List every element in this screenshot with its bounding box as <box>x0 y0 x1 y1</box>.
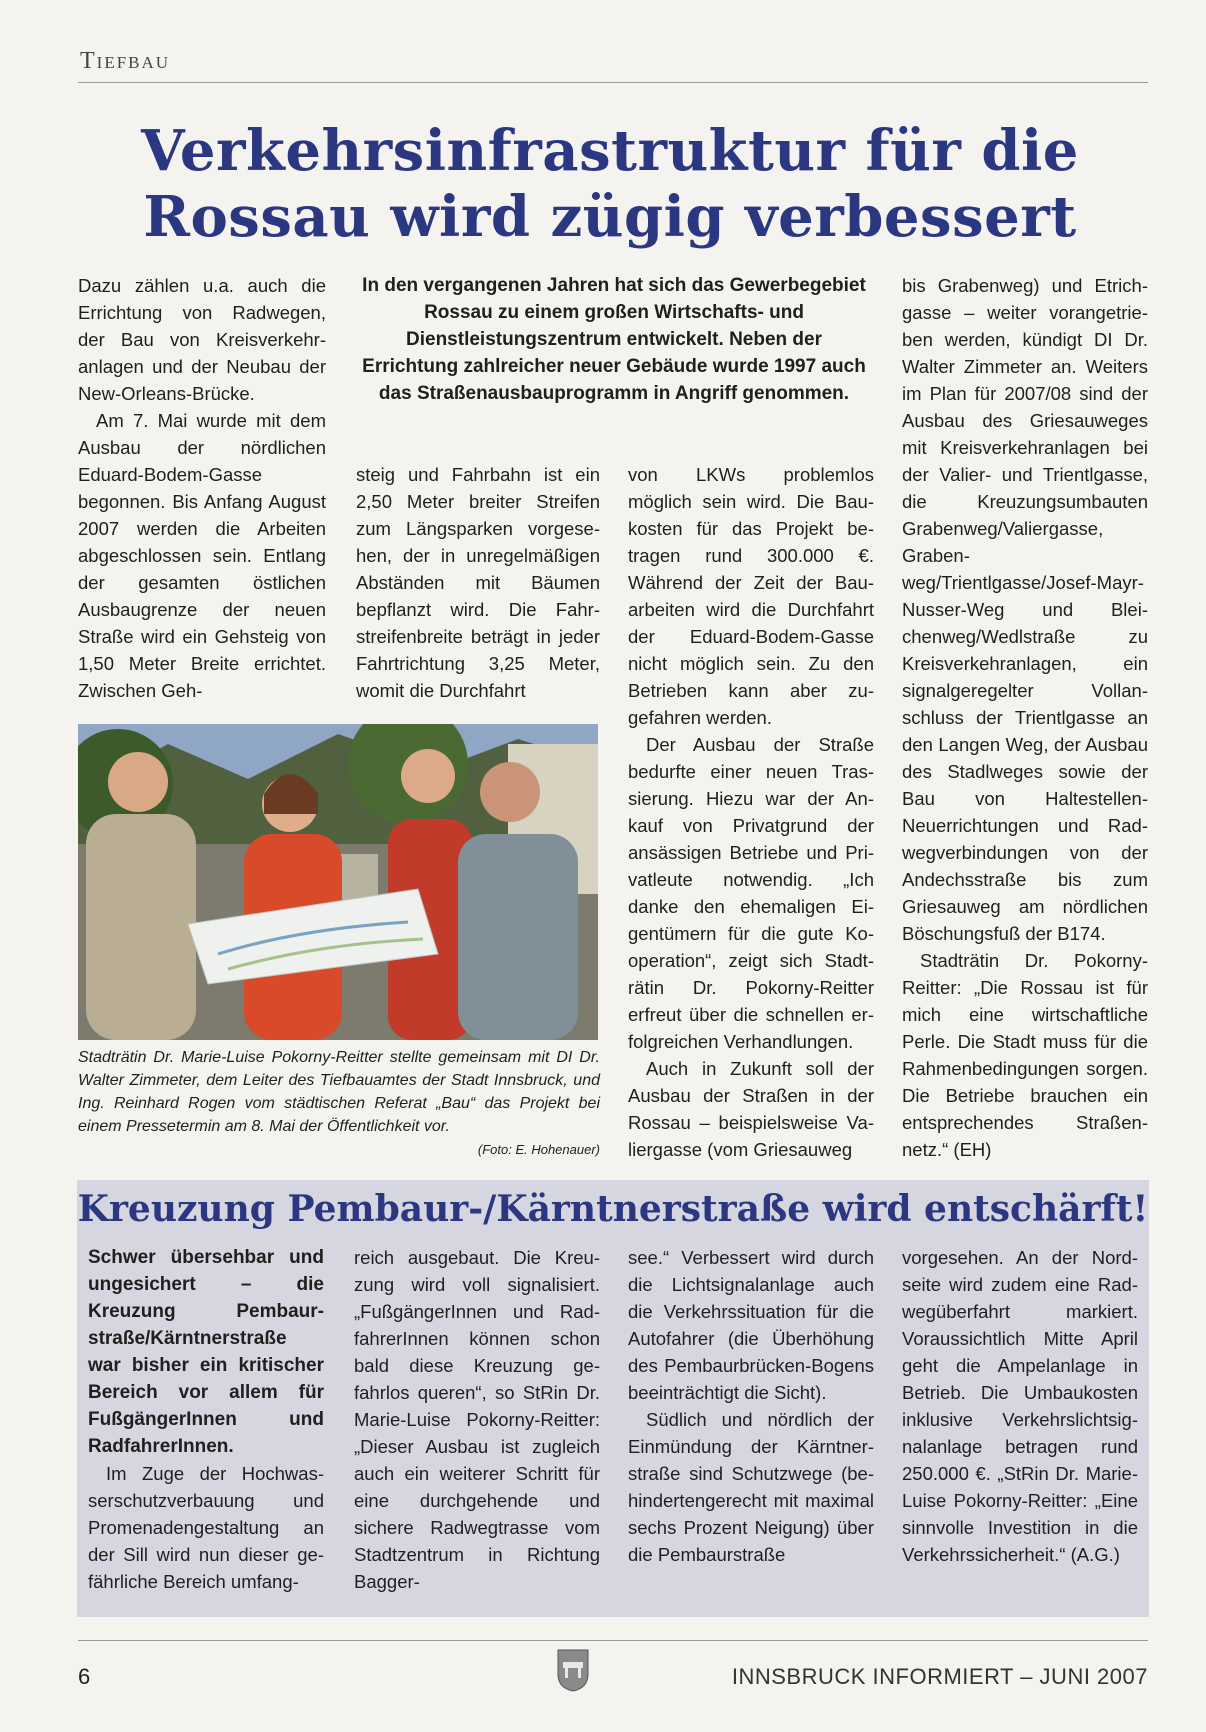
headline-line-2: Rossau wird zügig verbessert <box>143 184 1077 250</box>
article-paragraph: bis Grabenweg) und Etrichgasse – weiter vorangetrieben werden, kündigt DI Dr. Walter Zimmeter an. Weiters im Plan für 2007/08 sind der Ausbau des Griesauweges mit Kreisverkehranlagen bei der Valier- und Trientlgasse, die Kreuzungsumbauten Grabenweg/Valiergasse, Grabenweg/Trientlgasse/Josef-Mayr-Nusser-Weg und Bleichenweg/Wedlstraße zu Kreisverkehranlagen, ein signalgeregelter Vollanschluss der Trientlgasse an den Langen Weg, der Ausbau des Stadlweges sowie der Bau von Haltestellen-Neuerrichtungen und Radwegverbindungen von der Andechsstraße bis zum Griesauweg am nördlichen Böschungsfuß der B174. <box>902 275 1148 944</box>
box-column-3 <box>628 1244 874 1568</box>
article-paragraph: Der Ausbau der Straße bedurfte einer neuen Trassierung. Hiezu war der Ankauf von Privatgrund der ansässigen Betriebe und Privatleute notwendig. „Ich danke den ehemaligen Eigentümern für die gute Kooperation“, zeigt sich Stadträtin Dr. Pokorny-Reitter erfreut über die schnellen erfolgreichen Verhandlungen. <box>628 734 874 1052</box>
city-crest-icon <box>556 1648 590 1692</box>
article-paragraph: Dazu zählen u.a. auch die Errichtung von Radwegen, der Bau von Kreisverkehranlagen und der Neubau der New-Orleans-Brücke. <box>78 275 326 404</box>
article-paragraph: Stadträtin Dr. Pokorny-Reitter: „Die Rossau ist für mich eine wirtschaftliche Perle. Die Stadt muss für die Rahmenbedingungen sorgen. Die Betriebe brauchen ein entsprechendes Straßennetz.“ (EH) <box>902 950 1148 1160</box>
page-number: 6 <box>78 1664 91 1689</box>
box-lead: Schwer übersehbar und ungesichert – die Kreuzung Pembaurstraße/Kärntnerstraße war bisher ein kritischer Bereich vor allem für FußgängerInnen und RadfahrerInnen. <box>88 1247 324 1457</box>
article-paragraph: steig und Fahrbahn ist ein 2,50 Meter breiter Streifen zum Längsparken vorgesehen, der in unregelmäßigen Abständen mit Bäumen bepflanzt wird. Die Fahrstreifenbreite beträgt in jeder Fahrtrichtung 3,25 Meter, womit die Durchfahrt <box>356 464 600 701</box>
publication-footer: INNSBRUCK INFORMIERT – JUNI 2007 <box>731 1664 1148 1689</box>
box-column-4 <box>902 1244 1138 1568</box>
article-paragraph: Auch in Zukunft soll der Ausbau der Straßen in der Rossau – beispielsweise Valiergasse (vom Griesauweg <box>628 1058 874 1160</box>
box-paragraph: vorgesehen. An der Nordseite wird zudem eine Radwegüberfahrt markiert. Voraussichtlich Mitte April geht die Ampelanlage in Betrieb. Die Umbaukosten inklusive Verkehrslichtsignalanlage betragen rund 250.000 €. „StRin Dr. Marie-Luise Pokorny-Reitter: „Eine sinnvolle Investition in die Verkehrssicherheit.“ (A.G.) <box>902 1247 1138 1565</box>
article-paragraph: Am 7. Mai wurde mit dem Ausbau der nördlichen Eduard-Bodem-Gasse begonnen. Bis Anfang August 2007 werden die Arbeiten abgeschlossen sein. Entlang der gesamten östlichen Ausbaugrenze der neuen Straße wird ein Gehsteig von 1,50 Meter Breite errichtet. Zwischen Geh- <box>78 410 326 701</box>
section-label: Tiefbau <box>80 48 171 74</box>
box-headline: Kreuzung Pembaur-/Kärntnerstraße wird entschärft! <box>77 1188 1149 1230</box>
bottom-divider <box>78 1640 1148 1641</box>
article-column-2 <box>356 461 600 704</box>
headline <box>80 118 1140 250</box>
photo-credit: (Foto: E. Hohenauer) <box>477 1142 600 1157</box>
box-paragraph: Südlich und nördlich der Einmündung der Kärntnerstraße sind Schutzwege (behindertengerecht mit maximal sechs Prozent Neigung) über die Pembaurstraße <box>628 1409 874 1565</box>
top-divider <box>78 82 1148 83</box>
article-column-1 <box>78 272 326 704</box>
box-column-1 <box>88 1244 324 1595</box>
box-paragraph: see.“ Verbessert wird durch die Lichtsignalanlage auch die Verkehrssituation für die Autofahrer (die Überhöhung des Pembaurbrücken-Bogens beeinträchtigt die Sicht). <box>628 1247 874 1403</box>
article-lead: In den vergangenen Jahren hat sich das Gewerbegebiet Rossau zu einem großen Wirtschafts- und Dienstleistungszentrum entwickelt. Neben der Errichtung zahlreicher neuer Gebäude wurde 1997 auch das Straßenausbauprogramm in Angriff genommen. <box>362 275 866 404</box>
headline-line-1: Verkehrsinfrastruktur für die <box>141 118 1079 184</box>
press-photo-illustration <box>78 724 598 1040</box>
article-paragraph: von LKWs problemlos möglich sein wird. Die Baukosten für das Projekt betragen rund 300.000 €. Während der Zeit der Bauarbeiten wird die Durchfahrt der Eduard-Bodem-Gasse nicht möglich sein. Zu den Betrieben kann aber zugefahren werden. <box>628 464 874 728</box>
article-column-3 <box>628 461 874 1163</box>
box-paragraph: reich ausgebaut. Die Kreuzung wird voll signalisiert. „FußgängerInnen und RadfahrerInnen können schon bald diese Kreuzung gefahrlos queren“, so StRin Dr. Marie-Luise Pokorny-Reitter: „Dieser Ausbau ist zugleich auch ein weiterer Schritt für eine durchgehende und sichere Radwegtrasse vom Stadtzentrum in Richtung Bagger- <box>354 1247 600 1592</box>
photo-caption: Stadträtin Dr. Marie-Luise Pokorny-Reitter stellte gemeinsam mit DI Dr. Walter Zimmeter, dem Leiter des Tiefbauamtes der Stadt Innsbruck, und Ing. Reinhard Rogen vom städtischen Referat „Bau“ das Projekt bei einem Pressetermin am 8. Mai der Öffentlichkeit vor. <box>78 1049 600 1135</box>
box-column-2 <box>354 1244 600 1595</box>
press-photo <box>78 724 598 1040</box>
article-column-4 <box>902 272 1148 1163</box>
box-paragraph: Im Zuge der Hochwasserschutzverbauung und Promenadengestaltung an der Sill wird nun dieser gefährliche Bereich umfang- <box>88 1463 324 1592</box>
